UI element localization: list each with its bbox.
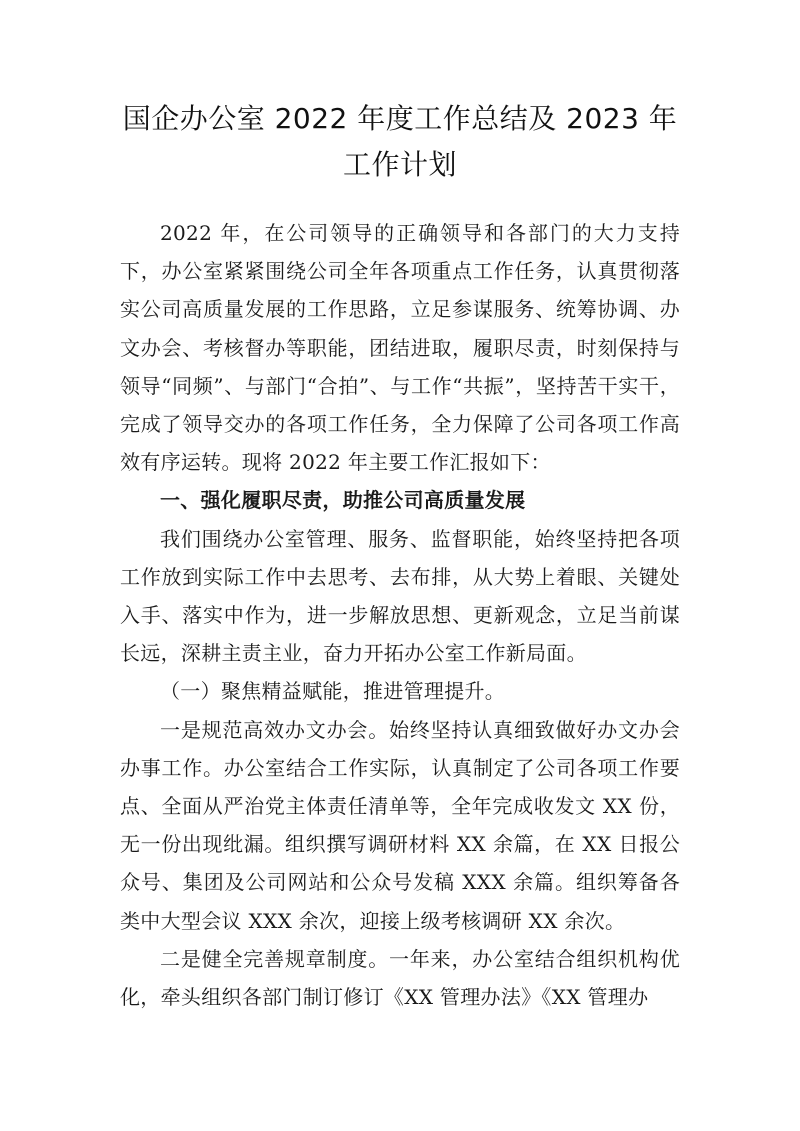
item-2-paragraph: 二是健全完善规章制度。一年来，办公室结合组织机构优化，牵头组织各部门制订修订《XX 管理办法》《XX 管理办 — [120, 946, 680, 1010]
section-1-paragraph: 我们围绕办公室管理、服务、监督职能，始终坚持把各项工作放到实际工作中去思考、去布排，从大势上着眼、关键处入手、落实中作为，进一步解放思想、更新观念，立足当前谋长远，深耕主责主业，奋力开拓办公室工作新局面。 — [120, 526, 680, 666]
subsection-heading-1: （一）聚焦精益赋能，推进管理提升。 — [160, 679, 506, 704]
intro-paragraph: 2022 年，在公司领导的正确领导和各部门的大力支持下，办公室紧紧围绕公司全年各项重点工作任务，认真贯彻落实公司高质量发展的工作思路，立足参谋服务、统筹协调、办文办会、考核督办等职能，团结进取，履职尽责，时刻保持与领导“同频”、与部门“合拍”、与工作“共振”，坚持苦干实干，完成了领导交办的各项工作任务，全力保障了公司各项工作高效有序运转。现将 2022 年主要工作汇报如下： — [120, 221, 680, 475]
title-line-2: 工作计划 — [342, 148, 457, 181]
item-1-paragraph: 一是规范高效办文办会。始终坚持认真细致做好办文办会办事工作。办公室结合工作实际，认真制定了公司各项工作要点、全面从严治党主体责任清单等，全年完成收发文 XX 份，无一份出现纰漏。组织撰写调研材料 XX 余篇，在 XX 日报公众号、集团及公司网站和公众号发稿 XXX 余篇。组织筹备各类中大型会议 XXX 余次，迎接上级考核调研 XX 余次。 — [120, 717, 680, 933]
section-heading-1: 一、强化履职尽责，助推公司高质量发展 — [160, 488, 526, 513]
document-body — [120, 214, 680, 1016]
title-line-1: 国企办公室 2022 年度工作总结及 2023 年 — [122, 102, 678, 135]
document-title — [110, 96, 690, 188]
